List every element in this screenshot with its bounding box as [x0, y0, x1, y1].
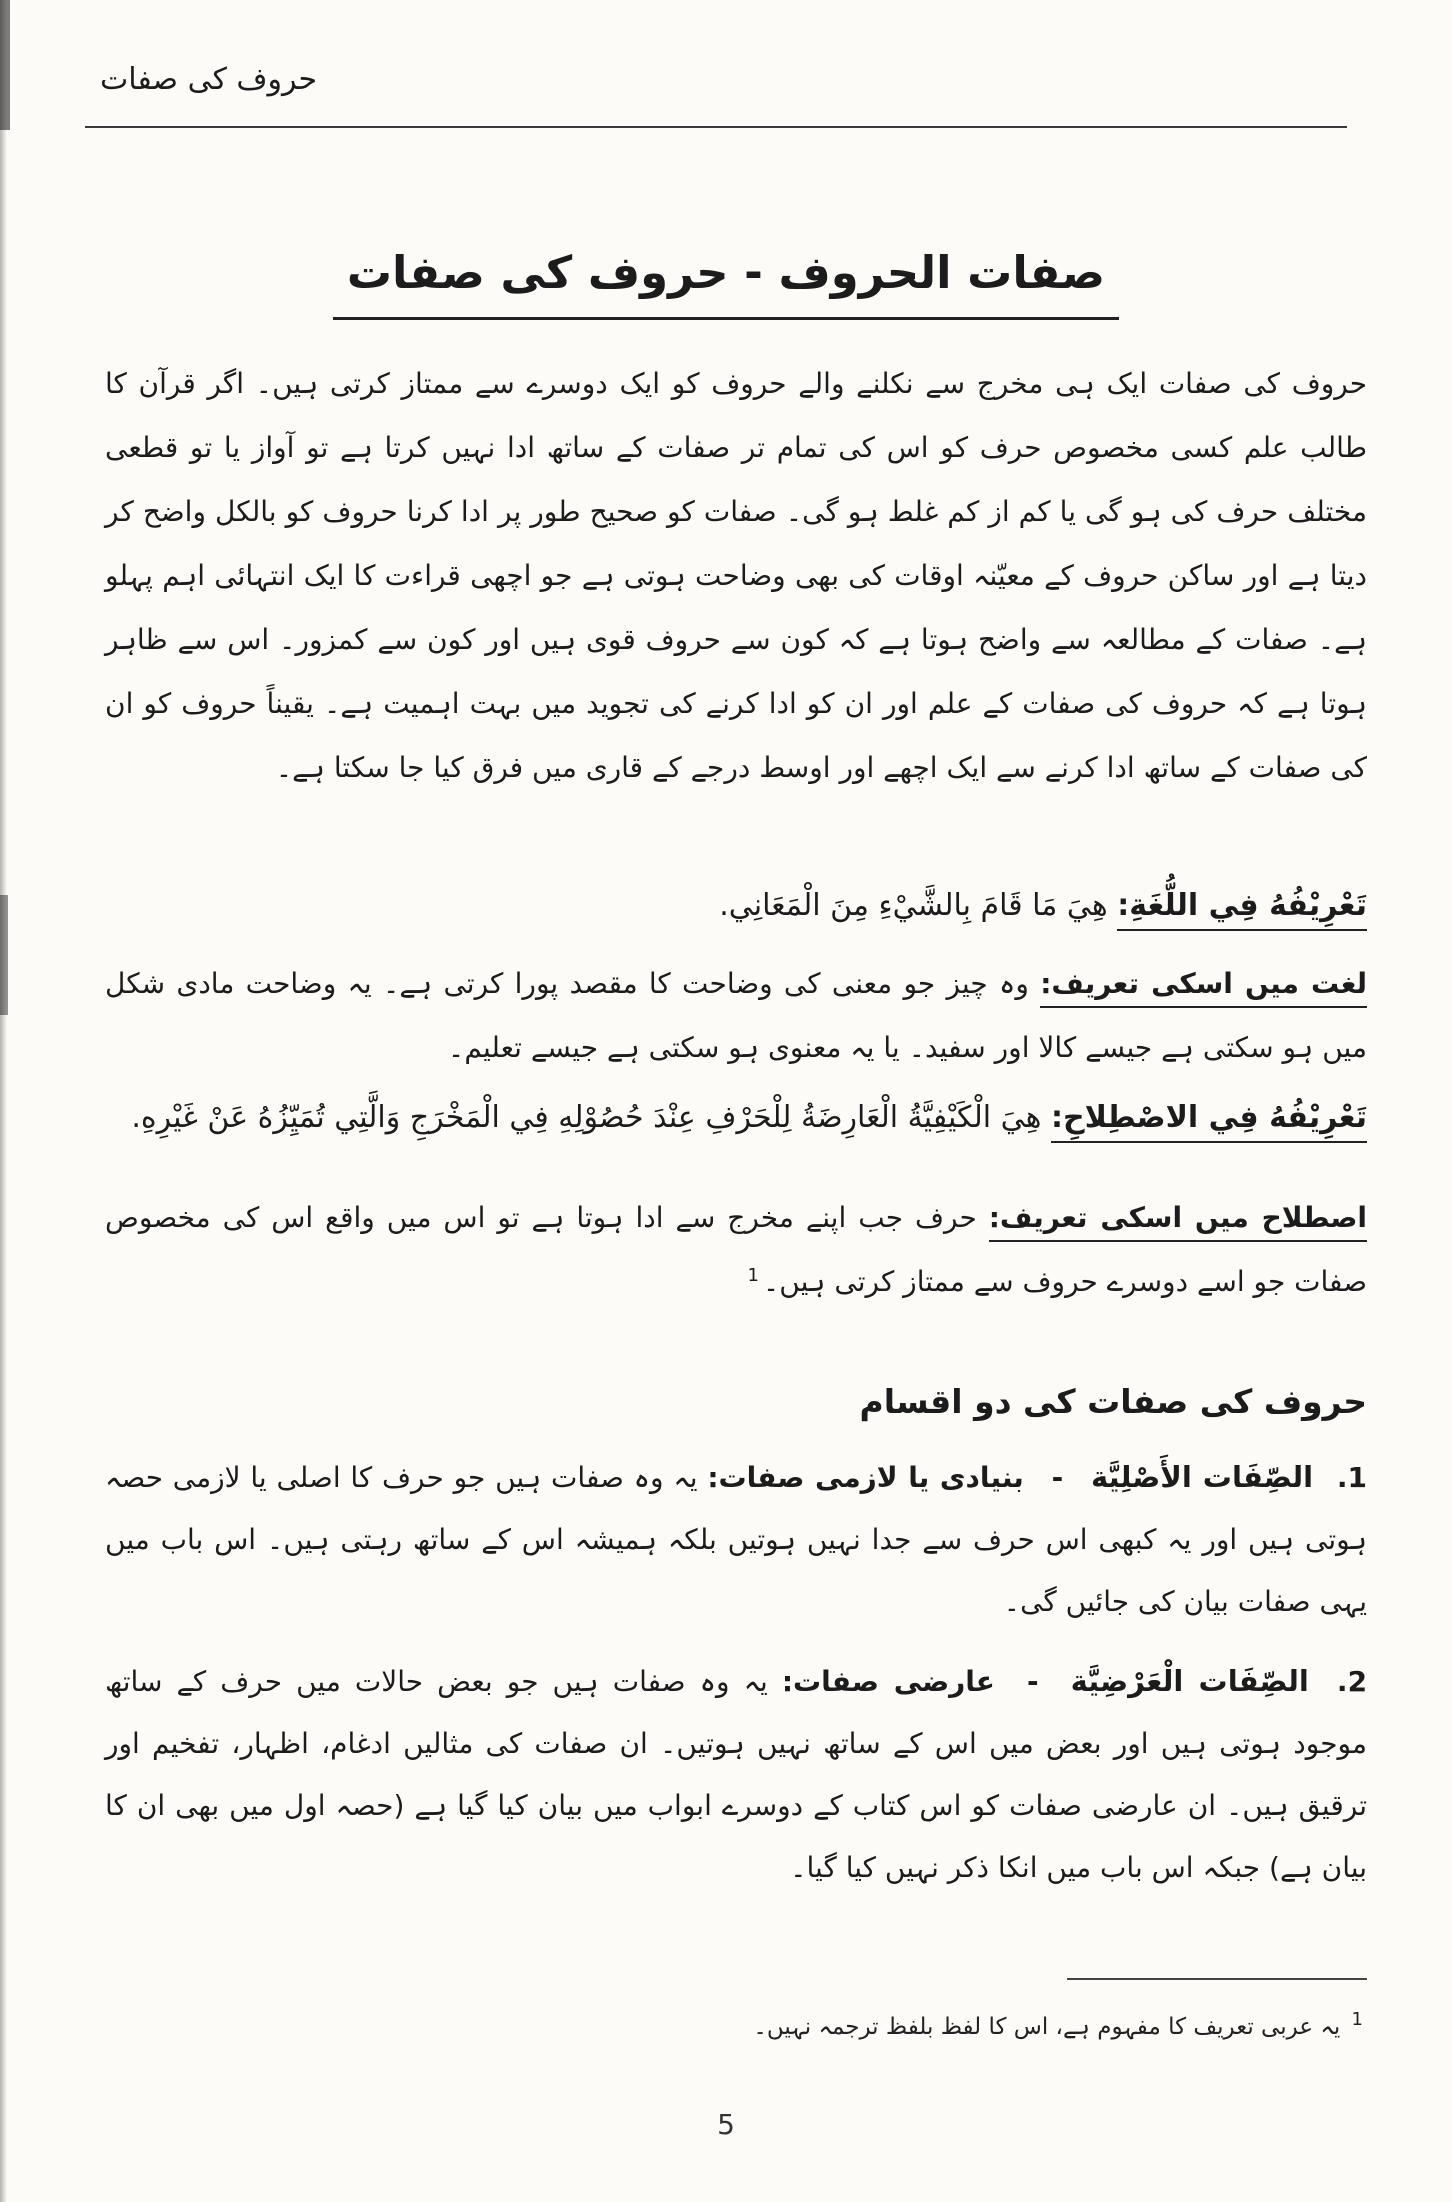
definition-linguistic-arabic	[105, 878, 1367, 934]
scan-edge-artifact	[0, 895, 8, 1015]
definition-technical-arabic-text: هِيَ الْكَيْفِيَّةُ الْعَارِضَةُ لِلْحَرْفِ عِنْدَ حُصُوْلِهِ فِي الْمَخْرَجِ وَالَّتِي تُمَيِّزُهُ عَنْ غَيْرِهِ.	[131, 1100, 1042, 1135]
definition-linguistic-urdu-text: وہ چیز جو معنی کی وضاحت کا مقصد پورا کرتی ہے۔ یہ وضاحت مادی شکل میں ہو سکتی ہے جیسے کالا اور سفید۔ یا یہ معنوی ہو سکتی ہے جیسے تعلیم۔	[105, 967, 1367, 1064]
footnote-marker: 1	[1351, 2009, 1363, 2031]
definition-linguistic-urdu-label: لغت میں اسکی تعریف:	[1040, 967, 1367, 1008]
list-item-number: 2.	[1336, 1665, 1368, 1698]
list-item-arabic-label: الصِّفَات الأَصْلِيَّة	[1091, 1460, 1314, 1494]
list-item-number: 1.	[1336, 1461, 1368, 1494]
list-item-urdu-label: عارضی صفات:	[781, 1665, 995, 1698]
list-item-urdu-label: بنیادی یا لازمی صفات:	[707, 1461, 1024, 1494]
chapter-title-text: صفات الحروف - حروف کی صفات	[333, 246, 1119, 320]
header-divider-rule	[85, 126, 1347, 128]
scan-edge-shadow	[0, 0, 7, 2202]
page-number: 5	[717, 2108, 735, 2141]
footnote-divider-rule	[1067, 1978, 1367, 1980]
definition-linguistic-arabic-text: هِيَ مَا قَامَ بِالشَّيْءِ مِنَ الْمَعَانِي.	[719, 888, 1108, 923]
label-separator-dash: -	[1026, 1665, 1039, 1698]
section-heading: حروف کی صفات کی دو اقسام	[859, 1382, 1367, 1421]
list-item-description: یہ وہ صفات ہیں جو حرف کا اصلی یا لازمی حصہ ہوتی ہیں اور یہ کبھی اس حرف سے جدا نہیں ہوتیں بلکہ ہمیشہ اس کے ساتھ رہتی ہیں۔ اس باب میں یہی صفات بیان کی جائیں گی۔	[105, 1461, 1367, 1618]
definition-linguistic-arabic-label: تَعْرِيْفُهُ فِي اللُّغَةِ:	[1117, 888, 1367, 931]
definition-linguistic-urdu	[105, 952, 1367, 1080]
definition-technical-urdu	[105, 1186, 1367, 1314]
footnote-reference-marker: 1	[747, 1264, 759, 1286]
chapter-title	[0, 246, 1452, 320]
scan-corner-artifact	[0, 0, 10, 130]
intro-paragraph: حروف کی صفات ایک ہی مخرج سے نکلنے والے حروف کو ایک دوسرے سے ممتاز کرتی ہیں۔ اگر قرآن کا طالب علم کسی مخصوص حرف کو اس کی تمام تر صفات کے ساتھ ادا نہیں کرتا ہے تو آواز یا تو قطعی مختلف حرف کی ہو گی یا کم از کم غلط ہو گی۔ صفات کو صحیح طور پر ادا کرنا حروف کو بالکل واضح کر دیتا ہے اور ساکن حروف کے معیّنہ اوقات کی بھی وضاحت ہوتی ہے جو اچھی قراءت کا ایک انتہائی اہم پہلو ہے۔ صفات کے مطالعہ سے واضح ہوتا ہے کہ کون سے حروف قوی ہیں اور کون سے کمزور۔ اس سے ظاہر ہوتا ہے کہ حروف کی صفات کے علم اور ان کو ادا کرنے کی تجوید میں بہت اہمیت ہے۔ یقیناً حروف کو ان کی صفات کے ساتھ ادا کرنے سے ایک اچھے اور اوسط درجے کے قاری میں فرق کیا جا سکتا ہے۔	[105, 367, 1367, 784]
list-item-inherent-characteristics	[105, 1446, 1367, 1633]
definition-technical-arabic-label: تَعْرِيْفُهُ فِي الاصْطِلاحِ:	[1051, 1100, 1367, 1143]
running-header: حروف کی صفات	[100, 62, 318, 97]
list-item-conditional-characteristics	[105, 1650, 1367, 1899]
definition-technical-arabic	[105, 1090, 1367, 1146]
footnote	[105, 2005, 1367, 2049]
definition-technical-urdu-text: حرف جب اپنے مخرج سے ادا ہوتا ہے تو اس میں واقع اس کی مخصوص صفات جو اسے دوسرے حروف سے ممتاز کرتی ہیں۔	[105, 1201, 1367, 1298]
label-separator-dash: -	[1051, 1461, 1064, 1494]
definition-technical-urdu-label: اصطلاح میں اسکی تعریف:	[989, 1201, 1367, 1242]
list-item-arabic-label: الصِّفَات الْعَرْضِيَّة	[1070, 1664, 1309, 1698]
list-item-description: یہ وہ صفات ہیں جو بعض حالات میں حرف کے ساتھ موجود ہوتی ہیں اور بعض میں اس کے ساتھ نہیں ہوتیں۔ ان صفات کی مثالیں ادغام، اظہار، تفخیم اور ترقیق ہیں۔ ان عارضی صفات کو اس کتاب کے دوسرے ابواب میں بیان کیا گیا ہے (حصہ اول میں بھی ان کا بیان ہے) جبکہ اس باب میں انکا ذکر نہیں کیا گیا۔	[105, 1665, 1367, 1884]
footnote-text: یہ عربی تعریف کا مفہوم ہے، اس کا لفظ بلفظ ترجمہ نہیں۔	[753, 2014, 1341, 2040]
